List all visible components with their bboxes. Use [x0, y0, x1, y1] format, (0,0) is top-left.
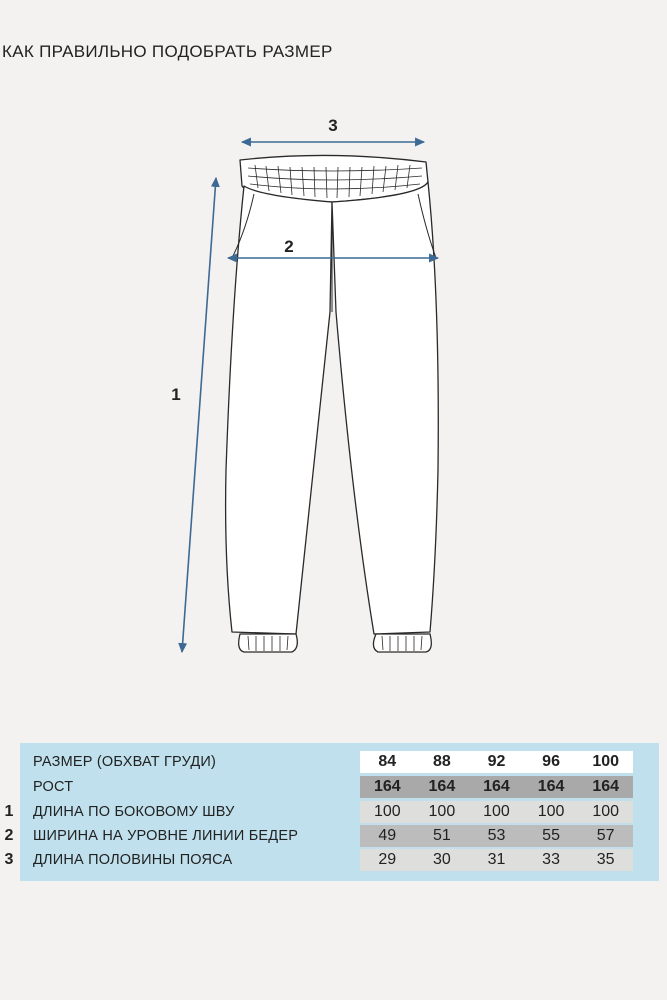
cell: 164 [373, 778, 401, 795]
label-hip: 2 [284, 237, 294, 256]
cell: 100 [373, 803, 401, 820]
row-label: РАЗМЕР (ОБХВАТ ГРУДИ) [33, 754, 217, 770]
cell: 164 [537, 778, 565, 795]
table-row-waist [0, 849, 667, 871]
cell: 55 [542, 827, 560, 844]
cell: 57 [596, 827, 615, 844]
table-row-hip [0, 825, 667, 847]
row-number: 1 [4, 803, 14, 820]
table-row-height [0, 776, 667, 798]
cell: 100 [537, 803, 565, 820]
row-number: 3 [4, 851, 14, 868]
label-length: 1 [171, 385, 181, 404]
cell: 30 [432, 851, 451, 868]
page-title: КАК ПРАВИЛЬНО ПОДОБРАТЬ РАЗМЕР [2, 42, 333, 61]
cell: 88 [432, 753, 451, 770]
cell: 100 [483, 803, 510, 820]
cell: 100 [428, 803, 456, 820]
right-leg [332, 182, 438, 634]
cell: 31 [487, 851, 506, 868]
row-number: 2 [4, 827, 14, 844]
table-row-size [0, 751, 667, 773]
row-values [360, 801, 633, 823]
cell: 51 [432, 827, 451, 844]
cell: 29 [378, 851, 397, 868]
table-row-length [0, 801, 667, 823]
cell: 96 [542, 753, 560, 770]
cell: 100 [592, 753, 620, 770]
left-leg [226, 186, 332, 634]
cell: 53 [487, 827, 506, 844]
cell: 92 [487, 753, 506, 770]
cell: 100 [592, 803, 620, 820]
row-label: РОСТ [33, 779, 74, 795]
row-label: ШИРИНА НА УРОВНЕ ЛИНИИ БЕДЕР [33, 828, 299, 844]
cell: 49 [378, 827, 397, 844]
row-values [360, 849, 633, 871]
row-values [360, 776, 633, 798]
row-label: ДЛИНА ПО БОКОВОМУ ШВУ [33, 804, 235, 820]
row-values [360, 825, 633, 847]
arrow-length [182, 178, 216, 652]
cell: 164 [483, 778, 510, 795]
row-values [360, 751, 633, 773]
cell: 164 [428, 778, 456, 795]
cell: 35 [596, 851, 615, 868]
cell: 164 [592, 778, 620, 795]
label-waist: 3 [328, 116, 338, 135]
cell: 84 [378, 753, 397, 770]
row-label: ДЛИНА ПОЛОВИНЫ ПОЯСА [33, 852, 233, 868]
left-cuff [239, 634, 298, 652]
cell: 33 [542, 851, 560, 868]
